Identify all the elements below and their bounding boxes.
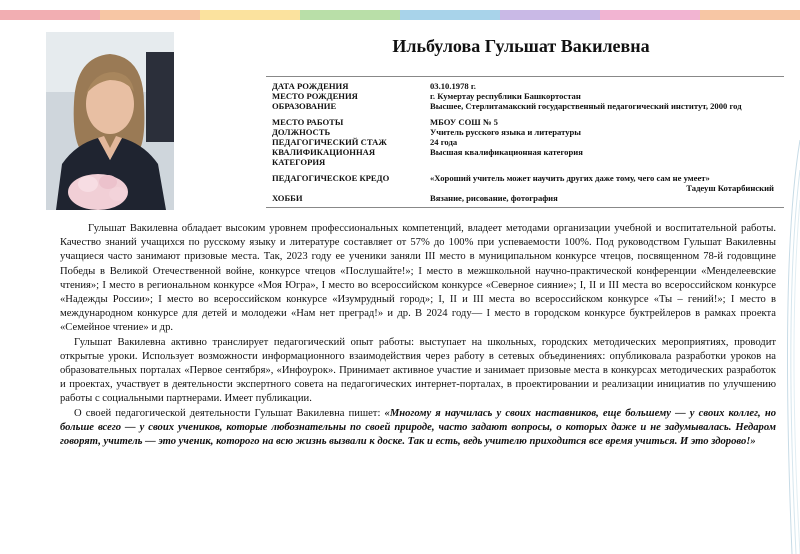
paragraph: Гульшат Вакилевна обладает высоким уровнем профессиональных компетенций, владеет методами организации учебной и воспитательной работы. Качество знаний учащихся по русскому языку и литературе составляет от 57% до 100% при успеваемости 100%. Под руководством Гульшат Вакилевны учащиеся часто занимают призовые места. Так, 2023 году ее ученики заняли III место в муниципальном конкурсе чтецов, посвященном 78-й годовщине Победы в Великой Отечественной войне, конкурсе чтецов «Послушайте!»; I место в межшкольной научно-практической конференции «Менделеевские чтения»; I место в региональном конкурсе «Моя Югра», I место во всероссийском конкурсе «Северное сияние»; I, II и III места во всероссийском конкурсе «Надежды России»; I место во всероссийском конкурсе «Изумрудный город»; I, II и III места во всероссийском конкурсе «Ты – гений!»; I место в международном конкурсе для детей и молодежи «Нам нет преград!» и др. В 2024 году— I место в городском конкурсе буктрейлеров в рамках проекта «Семейное чтение» и др. (60, 223, 776, 334)
stripe-segment (500, 10, 600, 20)
paragraph (60, 407, 776, 450)
decorative-lines (776, 140, 800, 554)
info-value: Вязание, рисование, фотография (430, 193, 558, 203)
info-row (272, 101, 784, 111)
info-row (272, 91, 784, 101)
info-value: Учитель русского языка и литературы (430, 127, 581, 137)
portrait-photo (46, 32, 174, 210)
info-label: ПЕДАГОГИЧЕСКИЙ СТАЖ (272, 137, 387, 147)
stripe-segment (400, 10, 500, 20)
info-label: ПЕДАГОГИЧЕСКОЕ КРЕДО (272, 173, 390, 183)
credo-author: Тадеуш Котарбинский (686, 183, 774, 193)
info-label: ДОЛЖНОСТЬ (272, 127, 331, 137)
credo-quote: «Хороший учитель может научить других даже тому, чего сам не умеет» (430, 173, 710, 183)
paragraph-intro: О своей педагогической деятельности Гульшат Вакилевна пишет: (74, 407, 385, 419)
credo-value (430, 173, 784, 193)
info-row (272, 81, 784, 91)
info-label: МЕСТО РАБОТЫ (272, 117, 344, 127)
info-label: КВАЛИФИКАЦИОННАЯ КАТЕГОРИЯ (272, 147, 376, 167)
stripe-segment (600, 10, 700, 20)
info-value: 24 года (430, 137, 458, 147)
stripe-segment (200, 10, 300, 20)
stripe-segment (0, 10, 100, 20)
info-label: ОБРАЗОВАНИЕ (272, 101, 337, 111)
info-row (272, 173, 784, 193)
info-label: МЕСТО РОЖДЕНИЯ (272, 91, 358, 101)
info-value: Высшая квалификационная категория (430, 147, 583, 157)
stripe-segment (700, 10, 800, 20)
info-value: МБОУ СОШ № 5 (430, 117, 498, 127)
info-value: г. Кумертау республики Башкортостан (430, 91, 581, 101)
teacher-quote: «Многому я научилась у своих наставников, еще большему — у своих коллег, но больше всего — у своих учеников, которые любознательны по своей природе, часто задают вопросы, о которых даже и не задумывалась. Недаром говорят, учитель — это ученик, которого на всю жизнь вызвали к доске. Так и есть, ведь учителю приходится все время учиться. И это здорово!» (60, 407, 776, 448)
info-row (272, 117, 784, 127)
info-row (272, 147, 784, 167)
info-label: ХОББИ (272, 193, 303, 203)
info-value: 03.10.1978 г. (430, 81, 476, 91)
person-name: Ильбулова Гульшат Вакилевна (392, 36, 650, 56)
info-row (272, 127, 784, 137)
info-row (272, 193, 784, 203)
paragraph: Гульшат Вакилевна активно транслирует педагогический опыт работы: выступает на школьных, городских методических мероприятиях, проводит открытые уроки. Использует возможности информационного взаимодействия через работу в сетевых объединениях: опубликовала разработки уроков на образовательных порталах «Первое сентября», «Инфоурок». Принимает активное участие и занимает призовые места в конкурсах методических разработок и проектах, участвует в деятельности экспертного совета на педагогических интернет-порталах, в проектировании и реализации инициатив по улучшению работы с социальными партнерами. Имеет публикации. (60, 336, 776, 405)
info-value: Высшее, Стерлитамакский государственный педагогический институт, 2000 год (430, 101, 742, 111)
info-table (266, 76, 784, 208)
info-row (272, 137, 784, 147)
info-label: ДАТА РОЖДЕНИЯ (272, 81, 349, 91)
stripe-segment (100, 10, 200, 20)
stripe-segment (300, 10, 400, 20)
top-color-stripe (0, 10, 800, 20)
portrait-illustration (46, 32, 174, 210)
body-text (60, 222, 776, 449)
